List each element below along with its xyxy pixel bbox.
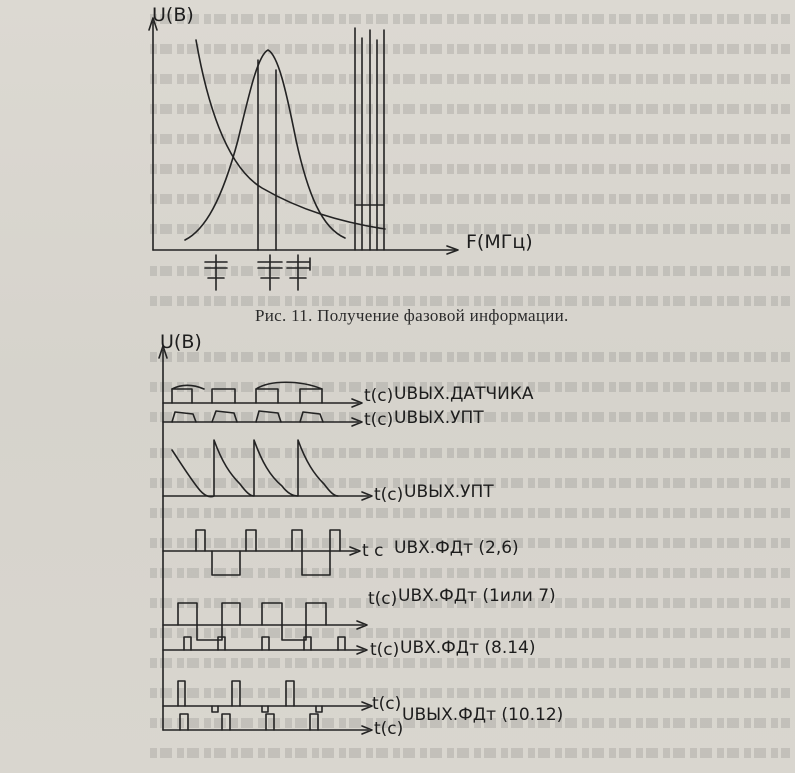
trace-4-signal-label: UВХ.ФДт (2,6) [394, 538, 519, 558]
fig12-y-axis-label: U(B) [160, 331, 202, 353]
trace-4 [163, 530, 360, 575]
trace-5 [163, 603, 367, 640]
trace-3-signal-label: UВЫХ.УПТ [404, 482, 494, 502]
trace-8 [163, 714, 372, 734]
trace-3 [163, 440, 372, 500]
fig11-decay-curve [196, 40, 385, 229]
fig11-x-axis-label: F(МГц) [466, 231, 533, 253]
trace-2-time-label: t(c) [364, 410, 394, 430]
fig11-y-axis-label: U(B) [152, 4, 194, 26]
trace-8-time-label: t(c) [374, 719, 404, 739]
trace-6-time-label: t(c) [370, 640, 400, 660]
trace-5-time-label: t(c) [368, 589, 398, 609]
fig11-sampling-pulses [205, 255, 310, 290]
trace-1-time-label: t(c) [364, 386, 394, 406]
trace-1-signal-label: UВЫХ.ДАТЧИКА [394, 384, 534, 404]
trace-1 [163, 382, 362, 407]
fig11-caption: Рис. 11. Получение фазовой информации. [255, 306, 569, 325]
trace-3-time-label: t(c) [374, 485, 404, 505]
trace-6-signal-label: UВХ.ФДт (8.14) [400, 638, 536, 658]
fig11-resonance-curve [185, 50, 345, 240]
fig11-axes [149, 18, 458, 254]
trace-7 [163, 681, 372, 712]
trace-7-time-label: t(c) [372, 694, 402, 714]
trace-2-signal-label: UВЫХ.УПТ [394, 408, 484, 428]
trace-4-time-label: t c [362, 541, 384, 561]
trace-5-signal-label: UВХ.ФДт (1или 7) [398, 586, 556, 606]
trace-7-signal-label: UВЫХ.ФДт (10.12) [402, 705, 564, 725]
trace-6 [163, 637, 367, 654]
trace-2 [163, 411, 362, 426]
